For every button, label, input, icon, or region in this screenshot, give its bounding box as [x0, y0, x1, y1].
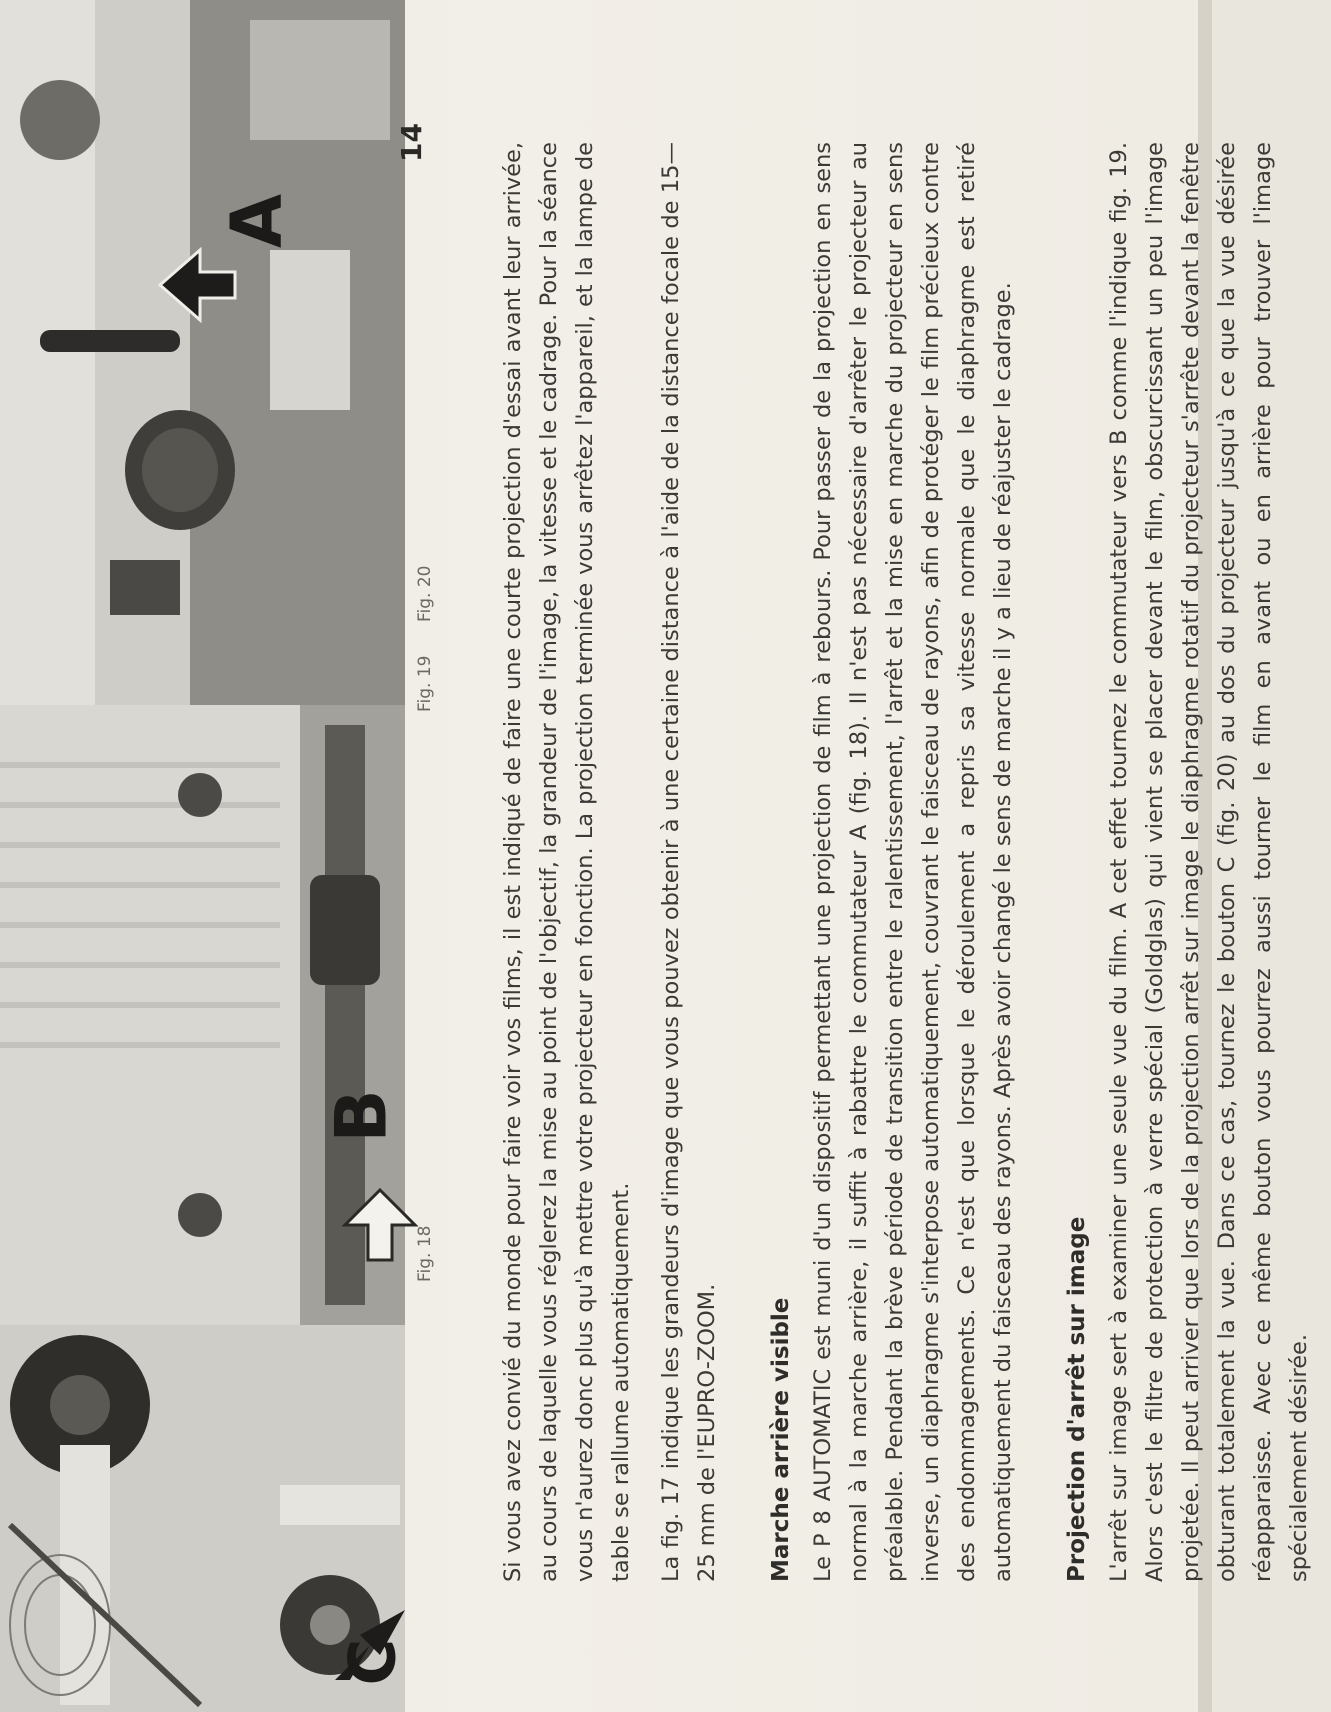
- heading-arret-sur-image: Projection d'arrêt sur image: [1064, 1216, 1090, 1582]
- fig-label-18: Fig. 18: [415, 1225, 435, 1282]
- photo-fig-18: [0, 0, 405, 705]
- intro-paragraph-2: La fig. 17 indique les grandeurs d'image que vous pouvez obtenir à une certaine distance à l'aide de la distance focale de 15—25 mm de l'EUPRO-ZOOM.: [658, 142, 720, 1582]
- callout-letter-a: A: [216, 193, 299, 249]
- callout-letter-c: C: [336, 1638, 411, 1686]
- callout-letter-b: B: [320, 1089, 403, 1143]
- intro-paragraph-1: Si vous avez convié du monde pour faire voir vos films, il est indiqué de faire une courte projection d'essai avant leur arrivée, au cours de laquelle vous réglerez la mise au point de l'objectif, la grandeur de l'image, la vitesse et le cadrage. Pour la séance vous n'aurez donc plus qu'à mettre votre projecteur en fonction. La projection terminée vous arrêtez l'appareil, et la lampe de table se rallume automatiquement.: [500, 142, 634, 1582]
- paragraph-marche-arriere: Le P 8 AUTOMATIC est muni d'un dispositif permettant une projection de film à rebours. Pour passer de la projection en sens normal à la marche arrière, il suffit à rabattre le commutateur A (fig. 18). Il n'est pas nécessaire d'arrêter le projecteur au préalable. Pendant la brève période de transition entre le ralentissement, l'arrêt et la mise en marche du projecteur en sens inverse, un diaphragme s'interpose automatiquement, couvrant le faisceau de rayons, afin de protéger le film précieux contre des endommagements. Ce n'est que lorsque le déroulement a repris sa vitesse normale que le diaphragme est retiré automatiquement du faisceau des rayons. Après avoir changé le sens de marche il y a lieu de réajuster le cadrage.: [810, 142, 1016, 1582]
- photo-fig-20: [0, 1325, 411, 1712]
- photo-fig-19: [0, 705, 405, 1325]
- arrow-a-icon: [150, 240, 240, 330]
- body-text: [495, 142, 1331, 1582]
- rotated-text-area: [395, 0, 1312, 1712]
- fig-label-19: Fig. 19: [415, 655, 435, 712]
- page-number: 14: [395, 123, 428, 162]
- heading-marche-arriere: Marche arrière visible: [768, 1297, 794, 1582]
- photo-strip: [0, 0, 411, 1712]
- fig-label-20: Fig. 20: [415, 565, 435, 622]
- paragraph-arret-sur-image: L'arrêt sur image sert à examiner une seule vue du film. A cet effet tournez le commutateur vers B comme l'indique fig. 19. Alors c'est le filtre de protection à verre spécial (Goldglas) qui vient se placer devant le film, obscurcissant un peu l'image projetée. Il peut arriver que lors de la projection arrêt sur image le diaphragme rotatif du projecteur s'arrête devant la fenêtre obturant totalement la vue. Dans ce cas, tournez le bouton C (fig. 20) au dos du projecteur jusqu'à ce que la vue désirée réapparaisse. Avec ce même bouton vous pourrez aussi tourner le film en avant ou en arrière pour trouver l'image spécialement désirée.: [1106, 142, 1312, 1582]
